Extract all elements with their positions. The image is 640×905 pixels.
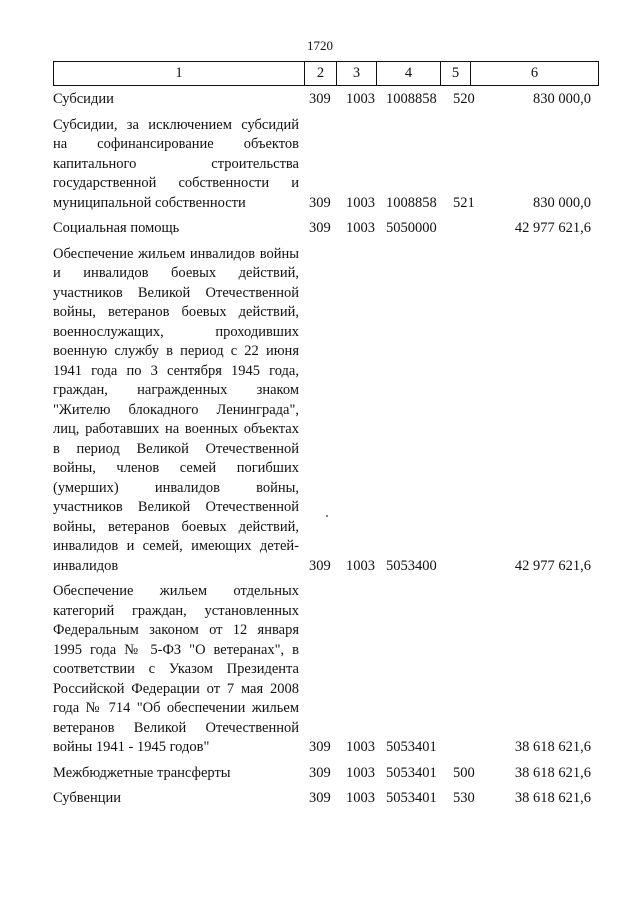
column-header-1: 1 xyxy=(54,62,305,85)
row-code-3: 1003 xyxy=(346,220,375,236)
row-code-2: 309 xyxy=(309,220,331,236)
row-name: Субсидии, за исключением субсидий на софинансирование объектов капитального строительства государственной собственности и муниципальной собственности xyxy=(53,116,299,211)
table-row xyxy=(53,245,599,577)
row-code-2: 309 xyxy=(309,790,331,806)
column-header-3: 3 xyxy=(337,62,377,85)
row-amount: 42 977 621,6 xyxy=(514,557,591,574)
row-code-4: 1008858 xyxy=(386,194,437,211)
row-code-2: 309 xyxy=(309,557,331,574)
row-name: Субвенции xyxy=(53,790,121,806)
row-name: Субсидии xyxy=(53,91,114,107)
row-code-5: 530 xyxy=(453,790,475,806)
row-code-3: 1003 xyxy=(346,91,375,107)
row-amount: 38 618 621,6 xyxy=(514,739,591,755)
row-code-5: 521 xyxy=(453,194,475,211)
column-header-2: 2 xyxy=(305,62,337,85)
column-header-6: 6 xyxy=(530,65,539,81)
table-row xyxy=(53,90,599,110)
row-code-4: 1008858 xyxy=(386,91,437,107)
row-code-3: 1003 xyxy=(346,764,375,781)
page-number: 1720 xyxy=(307,38,333,53)
row-name: Межбюджетные трансферты xyxy=(53,764,231,781)
scan-speck xyxy=(326,515,328,517)
row-code-2: 309 xyxy=(309,91,331,107)
table-body xyxy=(53,90,599,815)
table-header xyxy=(53,61,599,86)
row-code-4: 5050000 xyxy=(386,220,437,236)
row-code-3: 1003 xyxy=(346,194,375,211)
row-amount: 38 618 621,6 xyxy=(514,790,591,806)
row-code-4: 5053401 xyxy=(386,739,437,755)
table-row xyxy=(53,116,599,214)
row-code-2: 309 xyxy=(309,194,331,211)
row-amount: 830 000,0 xyxy=(533,91,591,107)
column-header-4: 4 xyxy=(377,62,441,85)
row-code-4: 5053401 xyxy=(386,764,437,781)
table-row xyxy=(53,582,599,758)
row-code-5: 520 xyxy=(453,91,475,107)
row-code-3: 1003 xyxy=(346,739,375,755)
row-code-4: 5053401 xyxy=(386,790,437,806)
row-code-3: 1003 xyxy=(346,790,375,806)
table-row xyxy=(53,219,599,239)
table-row xyxy=(53,789,599,809)
row-name: Обеспечение жильем отдельных категорий граждан, установленных Федеральным законом от 12 января 1995 года № 5-ФЗ "О ветеранах", в соответствии с Указом Президента Российской Федерации от 7 мая 2008 года № 714 "Об обеспечении жильем ветеранов Великой Отечественной войны 1941 - 1945 годов" xyxy=(53,583,299,755)
row-code-4: 5053400 xyxy=(386,557,437,574)
row-code-5: 500 xyxy=(453,764,475,781)
row-name: Обеспечение жильем инвалидов войны и инвалидов боевых действий, участников Великой Отечественной войны, ветеранов боевых действий, военнослужащих, проходивших военную службу в период с 22 июня 1941 года по 3 сентября 1945 года, граждан, награжденных знаком "Жителю блокадного Ленинграда", лиц, работавших на военных объектах в период Великой Отечественной войны, членов семей погибших (умерших) инвалидов войны, участников Великой Отечественной войны, ветеранов боевых действий, инвалидов и семей, имеющих детей-инвалидов xyxy=(53,245,299,574)
table-row xyxy=(53,764,599,784)
row-code-2: 309 xyxy=(309,739,331,755)
row-amount: 38 618 621,6 xyxy=(514,764,591,781)
row-code-3: 1003 xyxy=(346,557,375,574)
row-code-2: 309 xyxy=(309,764,331,781)
row-amount: 830 000,0 xyxy=(533,194,591,211)
row-name: Социальная помощь xyxy=(53,220,180,236)
row-amount: 42 977 621,6 xyxy=(514,220,591,236)
column-header-5: 5 xyxy=(441,62,471,85)
